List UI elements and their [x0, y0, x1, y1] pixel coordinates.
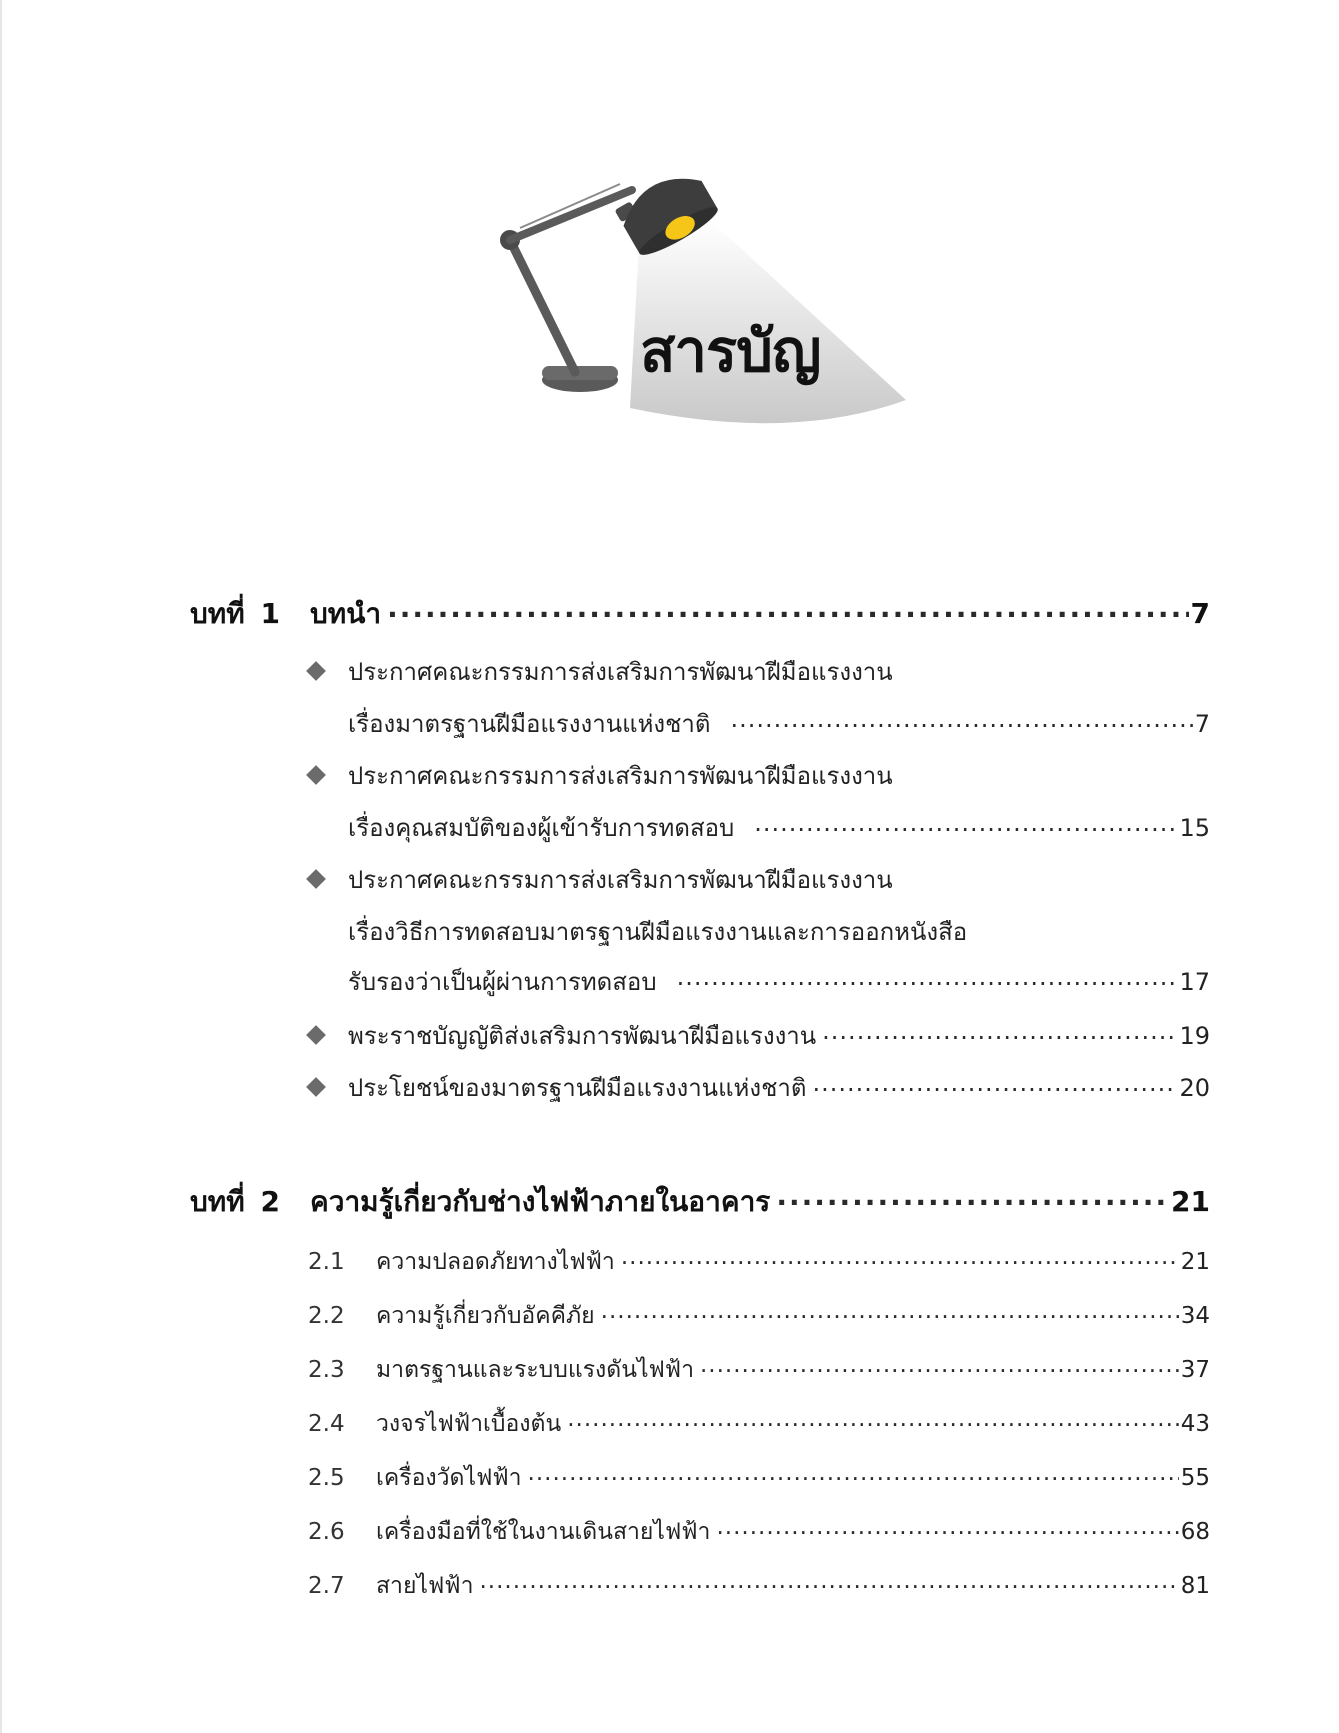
page-number: 34 [1180, 1303, 1210, 1329]
lamp-upper-arm [510, 190, 632, 240]
page-number: 81 [1180, 1573, 1210, 1599]
toc-entry-line[interactable] [348, 756, 1210, 795]
toc-entry-line[interactable] [348, 860, 1210, 899]
bullet-diamond-icon [306, 869, 326, 889]
toc-entry-line[interactable] [348, 912, 1210, 951]
chapter-label: บทที่ [190, 597, 245, 630]
section-number: 2.5 [308, 1465, 345, 1491]
page-edge [0, 0, 2, 1733]
page-number: 19 [1179, 1022, 1210, 1050]
page-number: 37 [1180, 1357, 1210, 1383]
dot-leader [677, 966, 1178, 990]
toc-section-row[interactable] [308, 1514, 1210, 1550]
page-number: 21 [1180, 1249, 1210, 1275]
page-number: 7 [1194, 710, 1210, 738]
toc-entry-line[interactable] [348, 808, 1210, 847]
section-title: สายไฟฟ้า [376, 1573, 474, 1599]
section-number: 2.4 [308, 1411, 345, 1437]
toc-entry-line[interactable] [348, 1068, 1210, 1107]
section-number: 2.3 [308, 1357, 345, 1383]
chapter-1-row[interactable] [190, 592, 1210, 636]
page-number: 21 [1171, 1185, 1210, 1218]
toc-section-row[interactable] [308, 1244, 1210, 1280]
entry-title: ประกาศคณะกรรมการส่งเสริมการพัฒนาฝีมือแรงงาน [348, 866, 893, 894]
bullet-diamond-icon [306, 1025, 326, 1045]
bullet-diamond-icon [306, 661, 326, 681]
section-title: วงจรไฟฟ้าเบื้องต้น [376, 1411, 562, 1437]
section-title: ความรู้เกี่ยวกับอัคคีภัย [376, 1303, 595, 1329]
dot-leader [528, 1462, 1179, 1485]
entry-title: เรื่องคุณสมบัติของผู้เข้ารับการทดสอบ [348, 814, 735, 842]
page-number: 17 [1179, 968, 1210, 996]
dot-leader [776, 1183, 1169, 1211]
bullet-diamond-icon [306, 1077, 326, 1097]
page-number: 15 [1179, 814, 1210, 842]
dot-leader [700, 1354, 1179, 1377]
toc-section-row[interactable] [308, 1568, 1210, 1604]
page-number: 20 [1179, 1074, 1210, 1102]
page-number: 68 [1180, 1519, 1210, 1545]
dot-leader [754, 812, 1177, 836]
section-title: เครื่องมือที่ใช้ในงานเดินสายไฟฟ้า [376, 1519, 711, 1545]
entry-title: รับรองว่าเป็นผู้ผ่านการทดสอบ [348, 968, 657, 996]
page-number: 55 [1180, 1465, 1210, 1491]
dot-leader [812, 1072, 1177, 1096]
toc-entry-line[interactable] [348, 962, 1210, 1001]
section-number: 2.1 [308, 1249, 345, 1275]
dot-leader [479, 1570, 1178, 1593]
dot-leader [567, 1408, 1179, 1431]
dot-leader [716, 1516, 1178, 1539]
toc-entry-line[interactable] [348, 1016, 1210, 1055]
dot-leader [822, 1020, 1177, 1044]
chapter-label: บทที่ [190, 1185, 245, 1218]
lamp-lower-arm [510, 240, 575, 372]
chapter-title: ความรู้เกี่ยวกับช่างไฟฟ้าภายในอาคาร [310, 1185, 771, 1218]
entry-title: ประโยชน์ของมาตรฐานฝีมือแรงงานแห่งชาติ [348, 1074, 807, 1102]
dot-leader [621, 1246, 1179, 1269]
page-number: 43 [1180, 1411, 1210, 1437]
section-number: 2.6 [308, 1519, 345, 1545]
entry-title: พระราชบัญญัติส่งเสริมการพัฒนาฝีมือแรงงาน [348, 1022, 817, 1050]
entry-title: ประกาศคณะกรรมการส่งเสริมการพัฒนาฝีมือแรงงาน [348, 658, 893, 686]
section-title: ความปลอดภัยทางไฟฟ้า [376, 1249, 615, 1275]
section-number: 2.7 [308, 1573, 345, 1599]
dot-leader [601, 1300, 1179, 1323]
toc-entry-line[interactable] [348, 652, 1210, 691]
toc-section-row[interactable] [308, 1460, 1210, 1496]
toc-section-row[interactable] [308, 1298, 1210, 1334]
dot-leader [387, 595, 1188, 623]
desk-lamp-icon [480, 160, 940, 440]
bullet-diamond-icon [306, 765, 326, 785]
toc-section-row[interactable] [308, 1352, 1210, 1388]
chapter-number: 1 [260, 597, 280, 630]
dot-leader [730, 708, 1192, 732]
entry-title: เรื่องมาตรฐานฝีมือแรงงานแห่งชาติ [348, 710, 711, 738]
section-title: มาตรฐานและระบบแรงดันไฟฟ้า [376, 1357, 694, 1383]
section-title: เครื่องวัดไฟฟ้า [376, 1465, 522, 1491]
entry-title: เรื่องวิธีการทดสอบมาตรฐานฝีมือแรงงานและการออกหนังสือ [348, 918, 968, 946]
section-number: 2.2 [308, 1303, 345, 1329]
desk-lamp-illustration [480, 160, 940, 440]
chapter-2-row[interactable] [190, 1180, 1210, 1224]
toc-section-row[interactable] [308, 1406, 1210, 1442]
page-title: สารบัญ [640, 317, 821, 385]
page-number: 7 [1190, 597, 1210, 630]
chapter-title: บทนำ [310, 597, 382, 630]
toc-entry-line[interactable] [348, 704, 1210, 743]
entry-title: ประกาศคณะกรรมการส่งเสริมการพัฒนาฝีมือแรงงาน [348, 762, 893, 790]
chapter-number: 2 [260, 1185, 280, 1218]
